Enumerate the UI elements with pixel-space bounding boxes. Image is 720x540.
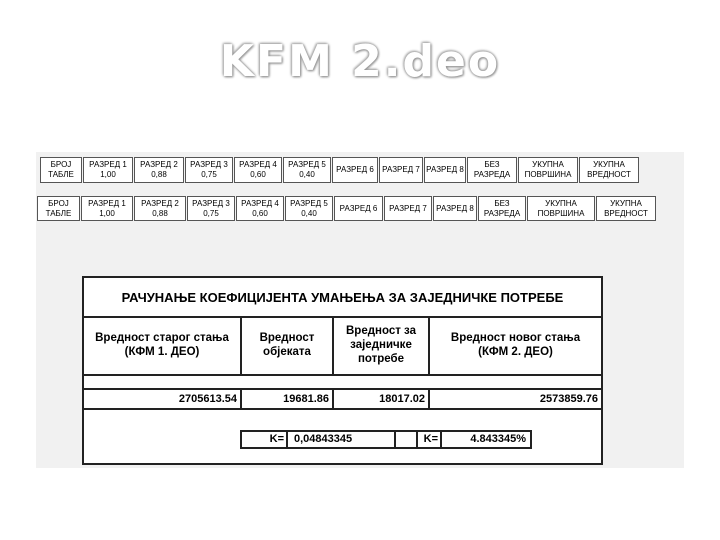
strip1-cell-6: РАЗРЕД 6 [332,157,378,183]
slide-title: KFM 2.deo [219,36,501,87]
strip2-cell-5: РАЗРЕД 5 0,40 [285,196,333,221]
strip2-cell-1: РАЗРЕД 1 1,00 [81,196,133,221]
calc-empty-row [84,374,601,390]
value-common-needs: 18017.02 [334,390,430,408]
strip1-cell-10: УКУПНА ПОВРШИНА [518,157,578,183]
col-objects-value: Вредност објеката [242,316,334,374]
strip1-cell-9: БЕЗ РАЗРЕДА [467,157,517,183]
col-old-state-value: Вредност старог стања (КФМ 1. ДЕО) [84,316,242,374]
coefficient-value-decimal: 0,04843345 [294,433,353,445]
strip2-cell-4: РАЗРЕД 4 0,60 [236,196,284,221]
coefficient-box-percent [394,430,532,449]
header-strip-1 [40,157,640,183]
coefficient-percent-label: K= [396,432,442,447]
strip2-cell-7: РАЗРЕД 7 [384,196,432,221]
strip2-cell-8: РАЗРЕД 8 [433,196,477,221]
strip2-cell-0: БРОЈ ТАБЛЕ [37,196,80,221]
strip2-cell-2: РАЗРЕД 2 0,88 [134,196,186,221]
strip2-cell-11: УКУПНА ВРЕДНОСТ [596,196,656,221]
col-common-needs-value: Вредност за заједничке потребе [334,316,430,374]
value-objects: 19681.86 [242,390,334,408]
strip2-cell-6: РАЗРЕД 6 [334,196,383,221]
strip2-cell-10: УКУПНА ПОВРШИНА [527,196,595,221]
coefficient-value-percent: 4.843345% [470,433,526,445]
calc-values-row [84,390,601,410]
strip1-cell-11: УКУПНА ВРЕДНОСТ [579,157,639,183]
calc-table-header: РАЧУНАЊЕ КОЕФИЦИЈЕНТА УМАЊЕЊА ЗА ЗАЈЕДНИЧКЕ ПОТРЕБЕ [84,278,601,318]
strip1-cell-7: РАЗРЕД 7 [379,157,423,183]
strip2-cell-3: РАЗРЕД 3 0,75 [187,196,235,221]
col-new-state-value: Вредност новог стања (КФМ 2. ДЕО) [450,332,581,358]
value-old-state: 2705613.54 [84,390,242,408]
value-new-state: 2573859.76 [539,393,598,405]
strip1-cell-1: РАЗРЕД 1 1,00 [83,157,133,183]
coefficient-box-decimal [240,430,418,449]
strip1-cell-5: РАЗРЕД 5 0,40 [283,157,331,183]
coefficient-label: K= [242,432,288,447]
strip2-cell-9: БЕЗ РАЗРЕДА [478,196,526,221]
coefficient-calculation-table [82,276,603,465]
strip1-cell-8: РАЗРЕД 8 [424,157,466,183]
strip1-cell-2: РАЗРЕД 2 0,88 [134,157,184,183]
strip1-cell-0: БРОЈ ТАБЛЕ [40,157,82,183]
header-strip-2 [37,196,657,221]
strip1-cell-3: РАЗРЕД 3 0,75 [185,157,233,183]
strip1-cell-4: РАЗРЕД 4 0,60 [234,157,282,183]
calc-column-headers [84,316,601,376]
